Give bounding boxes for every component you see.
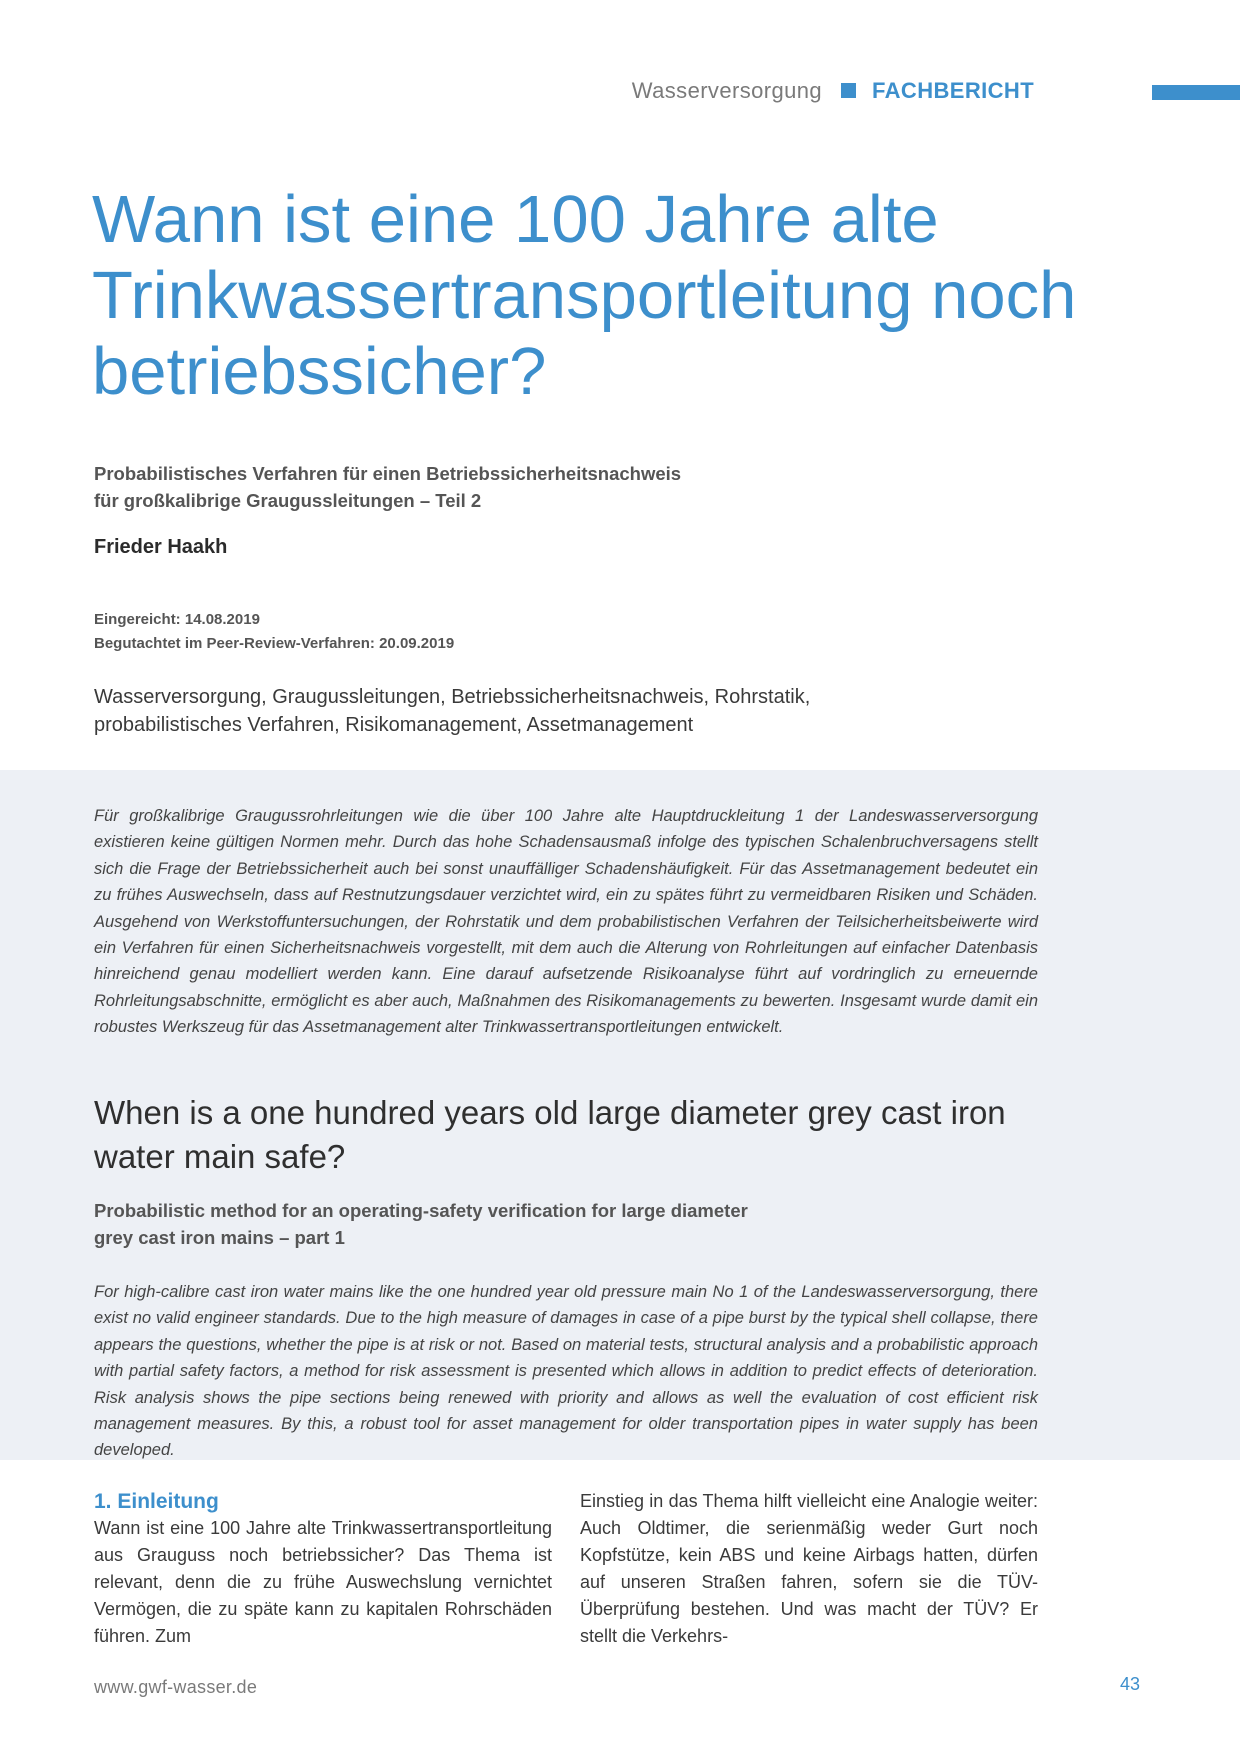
body-column-left xyxy=(94,1488,552,1650)
article-type-label: FACHBERICHT xyxy=(872,78,1035,103)
english-subtitle-line: grey cast iron mains – part 1 xyxy=(94,1227,345,1248)
english-subtitle-line: Probabilistic method for an operating-safety verification for large diameter xyxy=(94,1200,748,1221)
subtitle-line: für großkalibrige Graugussleitungen – Teil 2 xyxy=(94,490,482,511)
body-text-left: Wann ist eine 100 Jahre alte Trinkwassertransportleitung aus Grauguss noch betriebssicher? Das Thema ist relevant, denn die zu frühe Auswechslung vernichtet Vermögen, die zu späte kann zu kapitalen Rohrschäden führen. Zum xyxy=(94,1518,552,1646)
running-header xyxy=(0,78,1240,106)
english-title-line: When is a one hundred years old large diameter grey cast iron xyxy=(94,1094,1006,1131)
footer-url: www.gwf-wasser.de xyxy=(94,1677,258,1697)
keywords-line: probabilistisches Verfahren, Risikomanagement, Assetmanagement xyxy=(94,714,694,736)
title-line: Wann ist eine 100 Jahre alte xyxy=(92,182,939,257)
keywords xyxy=(94,683,854,739)
body-column-right xyxy=(580,1488,1038,1650)
body-text-right: Einstieg in das Thema hilft vielleicht eine Analogie weiter: Auch Oldtimer, die serienmäßig weder Gurt noch Kopfstütze, kein ABS und keine Airbags hatten, dürfen auf unseren Straßen fahren, sofern sie die TÜV-Überprüfung bestehen. Und was macht der TÜV? Er stellt die Verkehrs- xyxy=(580,1491,1038,1646)
section-label: Wasserversorgung xyxy=(631,78,822,103)
title-line: betriebssicher? xyxy=(92,334,547,409)
subtitle-line: Probabilistisches Verfahren für einen Betriebssicherheitsnachweis xyxy=(94,463,682,484)
edge-accent-bar xyxy=(1152,85,1240,100)
english-title xyxy=(94,1091,1038,1179)
english-title-line: water main safe? xyxy=(94,1138,346,1175)
article-title xyxy=(92,182,1092,410)
abstract-german: Für großkalibrige Graugussrohrleitungen wie die über 100 Jahre alte Hauptdruckleitung 1 der Landeswasserversorgung existieren keine gültigen Normen mehr. Durch das hohe Schadensausmaß infolge des typischen Schalenbruchversagens stellt sich die Frage der Betriebssicherheit auch bei sonst unauffälliger Schadenshäufigkeit. Für das Assetmanagement bedeutet ein zu frühes Auswechseln, dass auf Restnutzungsdauer verzichtet wird, ein zu spätes führt zu vermeidbaren Risiken und Schäden. Ausgehend von Werkstoffuntersuchungen, der Rohrstatik und dem probabilistischen Verfahren der Teilsicherheitsbeiwerte wird ein Verfahren für einen Sicherheitsnachweis vorgestellt, mit dem auch die Alterung von Rohrleitungen auf einfacher Datenbasis hinreichend genau modelliert werden kann. Eine darauf aufsetzende Risikoanalyse führt auf vordringlich zu erneuernde Rohrleitungsabschnitte, ermöglicht es aber auch, Maßnahmen des Risikomanagements zu bewerten. Insgesamt wurde damit ein robustes Werkszeug für das Assetmanagement alter Trinkwassertransportleitungen entwickelt. xyxy=(94,807,1038,1037)
header-square-marker xyxy=(841,83,856,98)
review-dates xyxy=(94,608,454,656)
english-subtitle xyxy=(94,1197,854,1251)
author-name: Frieder Haakh xyxy=(94,536,228,558)
keywords-line: Wasserversorgung, Graugussleitungen, Betriebssicherheitsnachweis, Rohrstatik, xyxy=(94,686,811,708)
reviewed-date: Begutachtet im Peer-Review-Verfahren: 20.09.2019 xyxy=(94,635,455,652)
submitted-date: Eingereicht: 14.08.2019 xyxy=(94,611,260,628)
page-number: 43 xyxy=(1120,1674,1141,1694)
title-line: Trinkwassertransportleitung noch xyxy=(92,258,1077,333)
section-heading: 1. Einleitung xyxy=(94,1490,219,1513)
article-subtitle xyxy=(94,460,854,514)
abstract-english: For high-calibre cast iron water mains like the one hundred year old pressure main No 1 of the Landeswasserversorgung, there exist no valid engineer standards. Due to the high measure of damages in case of a pipe burst by the typical shell collapse, there appears the questions, whether the pipe is at risk or not. Based on material tests, structural analysis and a probabilistic approach with partial safety factors, a method for risk assessment is presented which allows in addition to predict effects of deterioration. Risk analysis shows the pipe sections being renewed with priority and allows as well the evaluation of cost efficient risk management measures. By this, a robust tool for asset management for older transportation pipes in water supply has been developed. xyxy=(94,1283,1038,1460)
